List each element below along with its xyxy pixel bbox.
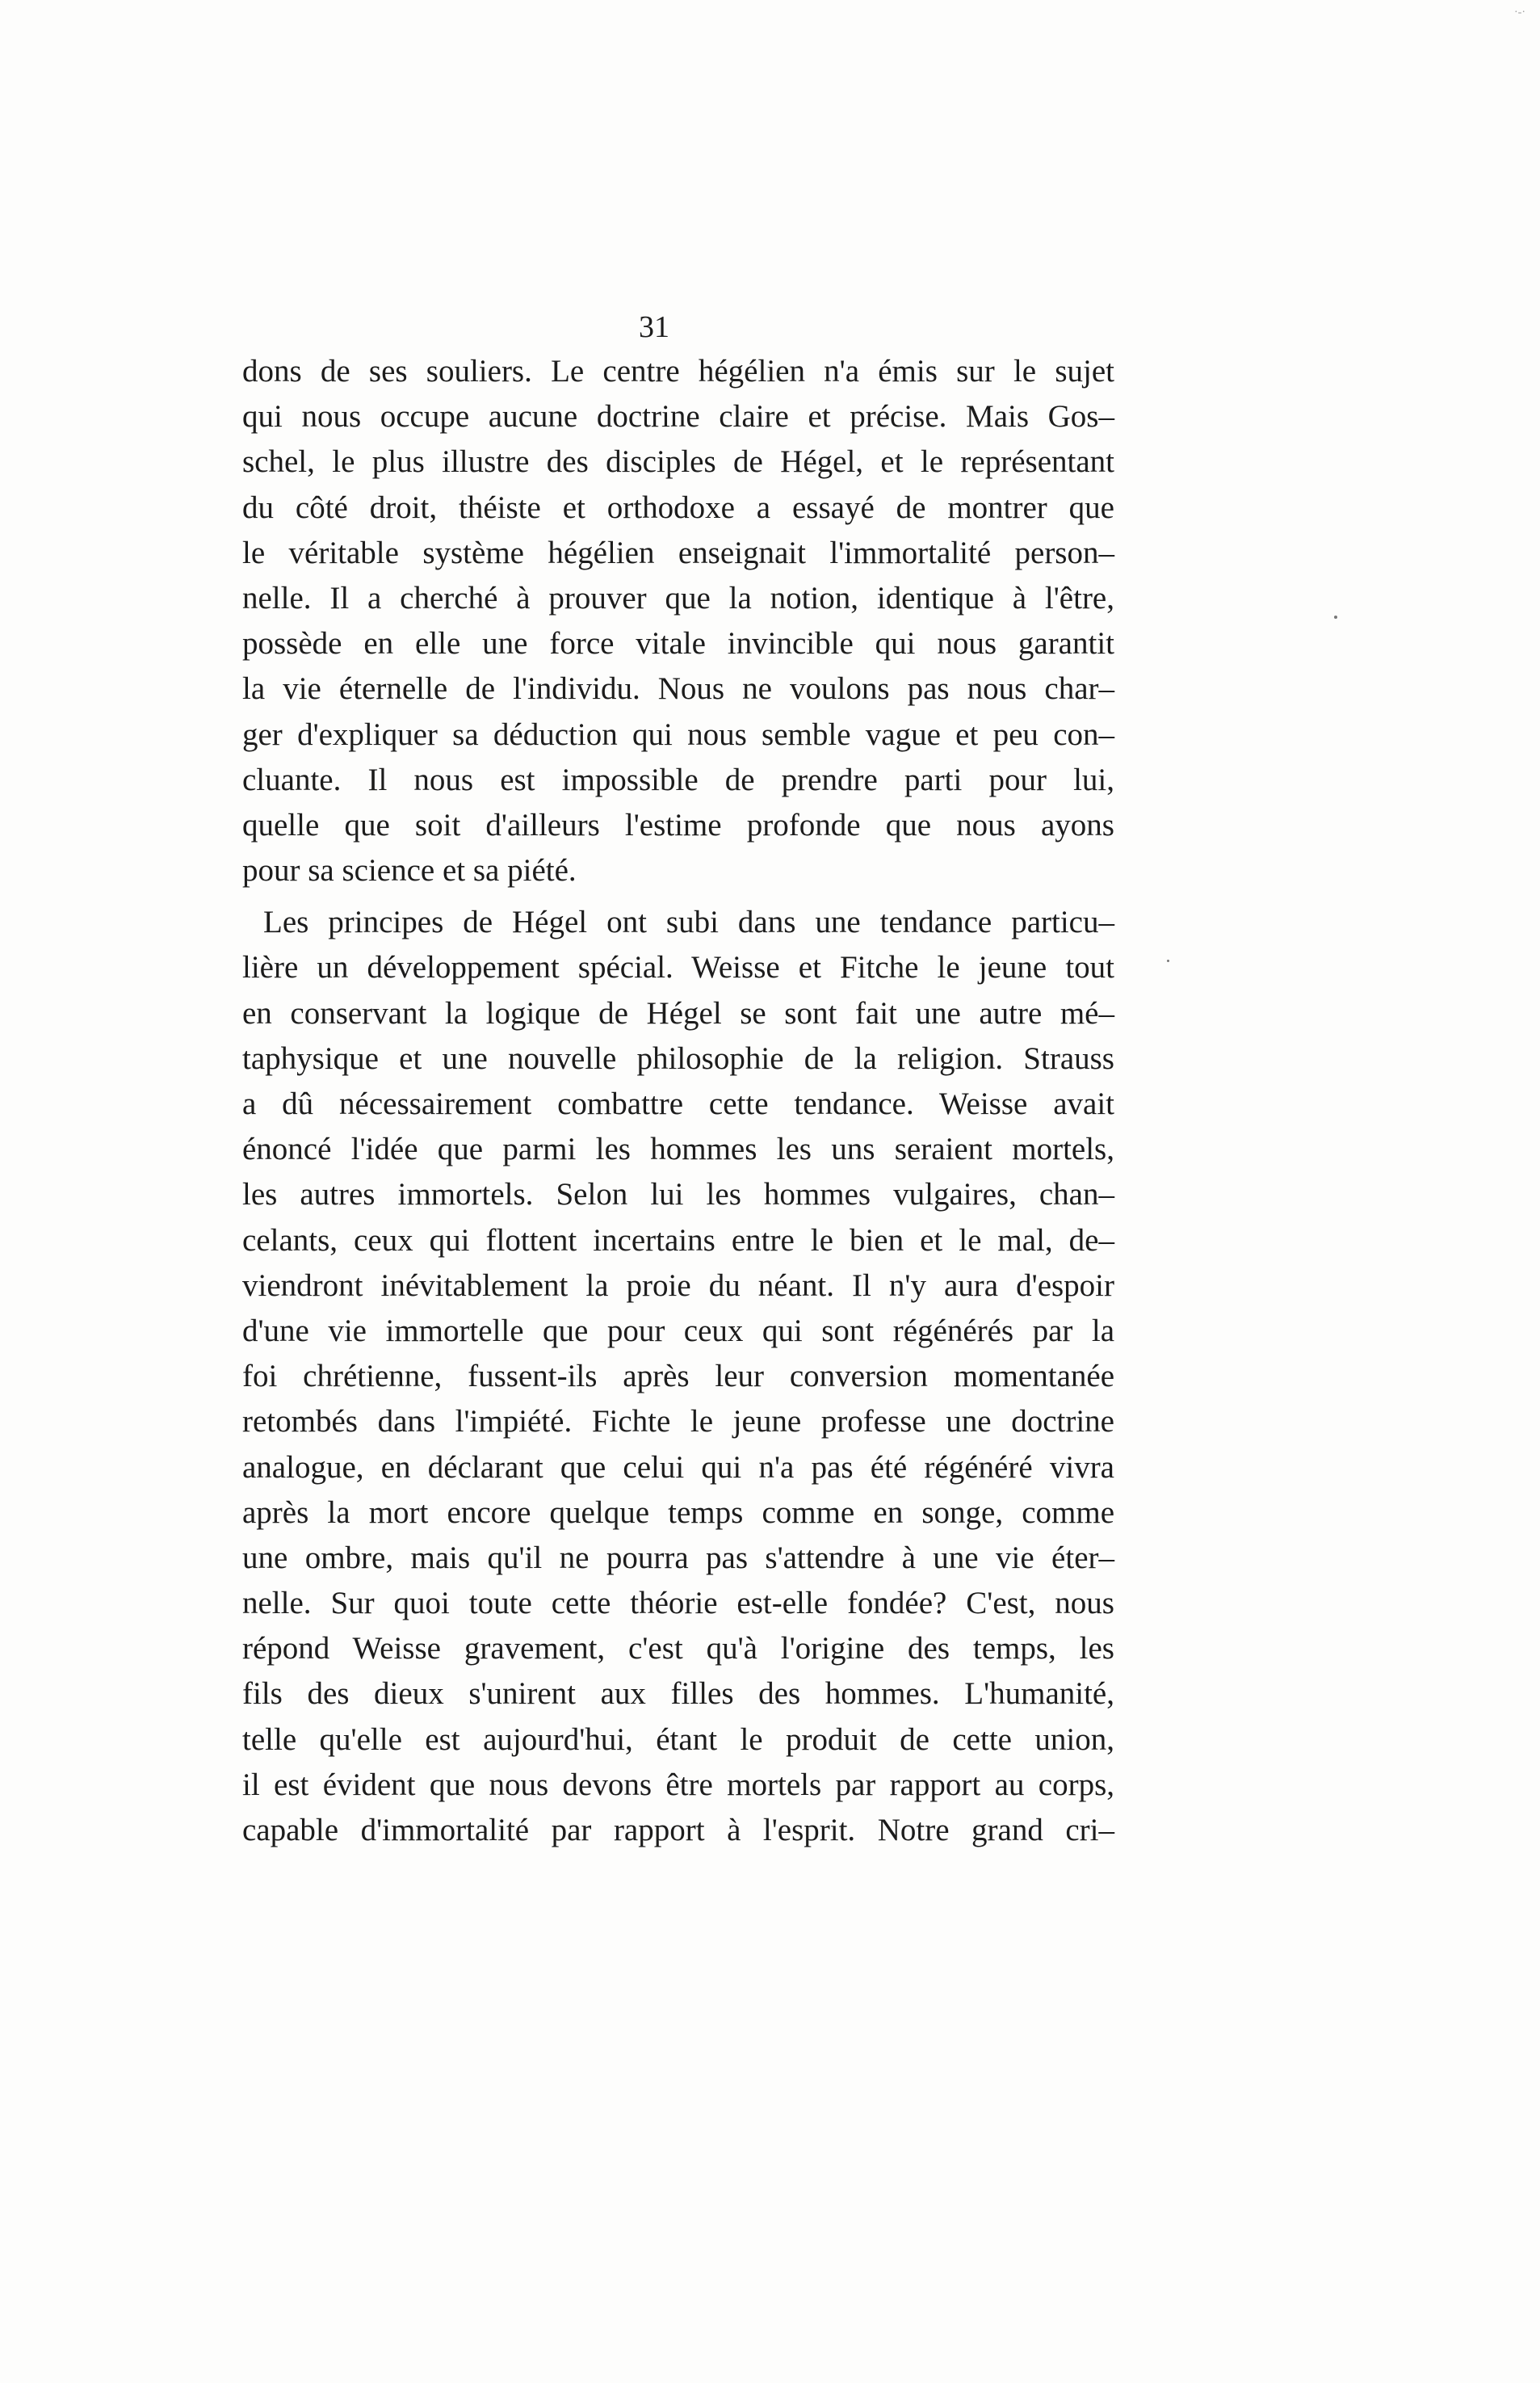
text-line: une ombre, mais qu'il ne pourra pas s'attendre à une vie éter– — [242, 1540, 1114, 1575]
text-line: viendront inévitablement la proie du néant. Il n'y aura d'espoir — [242, 1267, 1114, 1303]
text-line: capable d'immortalité par rapport à l'esprit. Notre grand cri– — [242, 1813, 1114, 1847]
text-line: telle qu'elle est aujourd'hui, étant le produit de cette union, — [242, 1721, 1114, 1757]
text-line: nelle. Il a cherché à prouver que la notion, identique à l'être, — [242, 580, 1114, 616]
text-line: du côté droit, théiste et orthodoxe a essayé de montrer que — [242, 490, 1114, 525]
text-line: la vie éternelle de l'individu. Nous ne voulons pas nous char– — [242, 671, 1114, 707]
text-line: fils des dieux s'unirent aux filles des hommes. L'humanité, — [242, 1676, 1114, 1712]
text-line: analogue, en déclarant que celui qui n'a pas été régénéré vivra — [242, 1449, 1114, 1485]
paragraph-2 — [242, 900, 1114, 1853]
text-line: énoncé l'idée que parmi les hommes les uns seraient mortels, — [242, 1132, 1114, 1167]
paragraph-1 — [242, 349, 1114, 893]
text-line: dons de ses souliers. Le centre hégélien n'a émis sur le sujet — [242, 354, 1114, 389]
paper-speck — [1167, 960, 1169, 962]
text-line: il est évident que nous devons être mortels par rapport au corps, — [242, 1767, 1114, 1802]
text-line: d'une vie immortelle que pour ceux qui sont régénérés par la — [242, 1313, 1114, 1348]
text-line: nelle. Sur quoi toute cette théorie est-elle fondée? C'est, nous — [242, 1586, 1114, 1621]
text-line: celants, ceux qui flottent incertains entre le bien et le mal, de– — [242, 1222, 1114, 1258]
text-line: en conservant la logique de Hégel se sont fait une autre mé– — [242, 995, 1114, 1031]
text-line: répond Weisse gravement, c'est qu'à l'origine des temps, les — [242, 1631, 1114, 1666]
text-line: schel, le plus illustre des disciples de Hégel, et le représentant — [242, 444, 1114, 480]
text-line: les autres immortels. Selon lui les hommes vulgaires, chan– — [242, 1177, 1114, 1213]
paragraph-gap — [242, 893, 1114, 900]
text-line: retombés dans l'impiété. Fichte le jeune professe une doctrine — [242, 1404, 1114, 1439]
paper-speck — [1334, 616, 1337, 619]
text-line: quelle que soit d'ailleurs l'estime profonde que nous ayons — [242, 807, 1114, 843]
text-line: lière un développement spécial. Weisse et Fitche le jeune tout — [242, 950, 1114, 986]
text-line: le véritable système hégélien enseignait l'immortalité person– — [242, 535, 1114, 570]
body-text — [242, 349, 1114, 1853]
page-number: 31 — [639, 310, 669, 344]
text-line: possède en elle une force vitale invincible qui nous garantit — [242, 626, 1114, 662]
text-line: foi chrétienne, fussent-ils après leur conversion momentanée — [242, 1359, 1114, 1394]
text-line: Les principes de Hégel ont subi dans une tendance particu– — [263, 905, 1114, 940]
text-line: taphysique et une nouvelle philosophie de la religion. Strauss — [242, 1040, 1114, 1076]
text-line: après la mort encore quelque temps comme en songe, comme — [242, 1494, 1114, 1530]
corner-mark: ·-· — [1514, 6, 1525, 19]
text-line: ger d'expliquer sa déduction qui nous semble vague et peu con– — [242, 717, 1114, 752]
text-line: a dû nécessairement combattre cette tendance. Weisse avait — [242, 1086, 1114, 1121]
text-line: cluante. Il nous est impossible de prendre parti pour lui, — [242, 762, 1114, 797]
text-line: pour sa science et sa piété. — [242, 853, 577, 889]
text-line: qui nous occupe aucune doctrine claire et précise. Mais Gos– — [242, 399, 1114, 435]
